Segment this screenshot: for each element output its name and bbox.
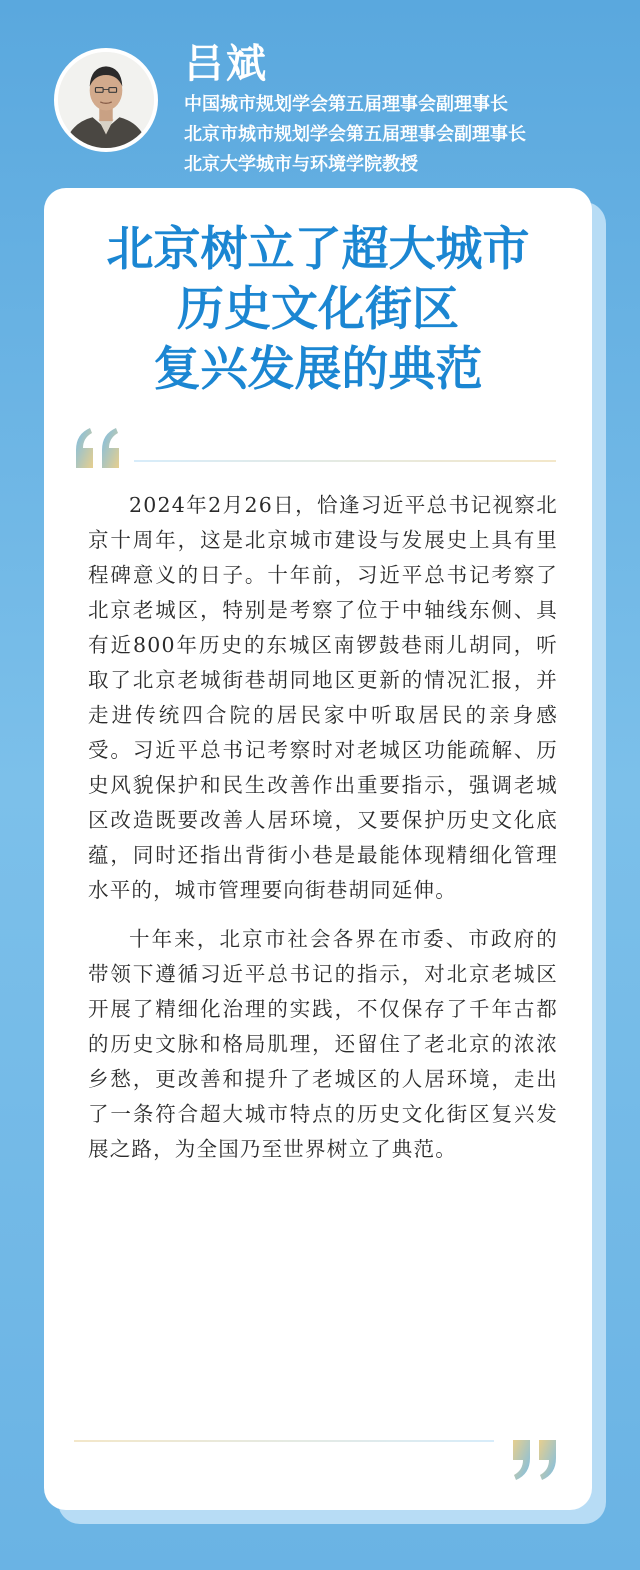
headline-line: 北京树立了超大城市 bbox=[106, 222, 530, 277]
author-name: 吕斌 bbox=[184, 40, 268, 87]
quote-close-icon bbox=[506, 1438, 562, 1482]
author-title: 北京大学城市与环境学院教授 bbox=[184, 154, 418, 175]
article-body bbox=[88, 488, 558, 1181]
author-titles bbox=[184, 90, 526, 180]
quote-divider-bottom bbox=[74, 1440, 494, 1442]
headline bbox=[44, 220, 592, 400]
headline-line: 复兴发展的典范 bbox=[153, 342, 483, 397]
headline-line: 历史文化街区 bbox=[177, 282, 459, 337]
author-avatar bbox=[54, 48, 158, 152]
author-header bbox=[0, 0, 640, 190]
article-card bbox=[44, 188, 592, 1510]
author-title: 北京市城市规划学会第五届理事会副理事长 bbox=[184, 124, 526, 145]
quote-divider-top bbox=[134, 460, 556, 462]
portrait-icon bbox=[58, 52, 154, 148]
quote-open-icon bbox=[70, 426, 126, 470]
article-paragraph: 2024年2月26日，恰逢习近平总书记视察北京十周年，这是北京城市建设与发展史上具有里程碑意义的日子。十年前，习近平总书记考察了北京老城区，特别是考察了位于中轴线东侧、具有近800年历史的东城区南锣鼓巷雨儿胡同，听取了北京老城街巷胡同地区更新的情况汇报，并走进传统四合院的居民家中听取居民的亲身感受。习近平总书记考察时对老城区功能疏解、历史风貌保护和民生改善作出重要指示，强调老城区改造既要改善人居环境，又要保护历史文化底蕴，同时还指出背街小巷是最能体现精细化管理水平的，城市管理要向街巷胡同延伸。 bbox=[88, 493, 558, 902]
author-title: 中国城市规划学会第五届理事会副理事长 bbox=[184, 94, 508, 115]
article-paragraph: 十年来，北京市社会各界在市委、市政府的带领下遵循习近平总书记的指示，对北京老城区开展了精细化治理的实践，不仅保存了千年古都的历史文脉和格局肌理，还留住了老北京的浓浓乡愁，更改善和提升了老城区的人居环境，走出了一条符合超大城市特点的历史文化街区复兴发展之路，为全国乃至世界树立了典范。 bbox=[88, 927, 558, 1161]
